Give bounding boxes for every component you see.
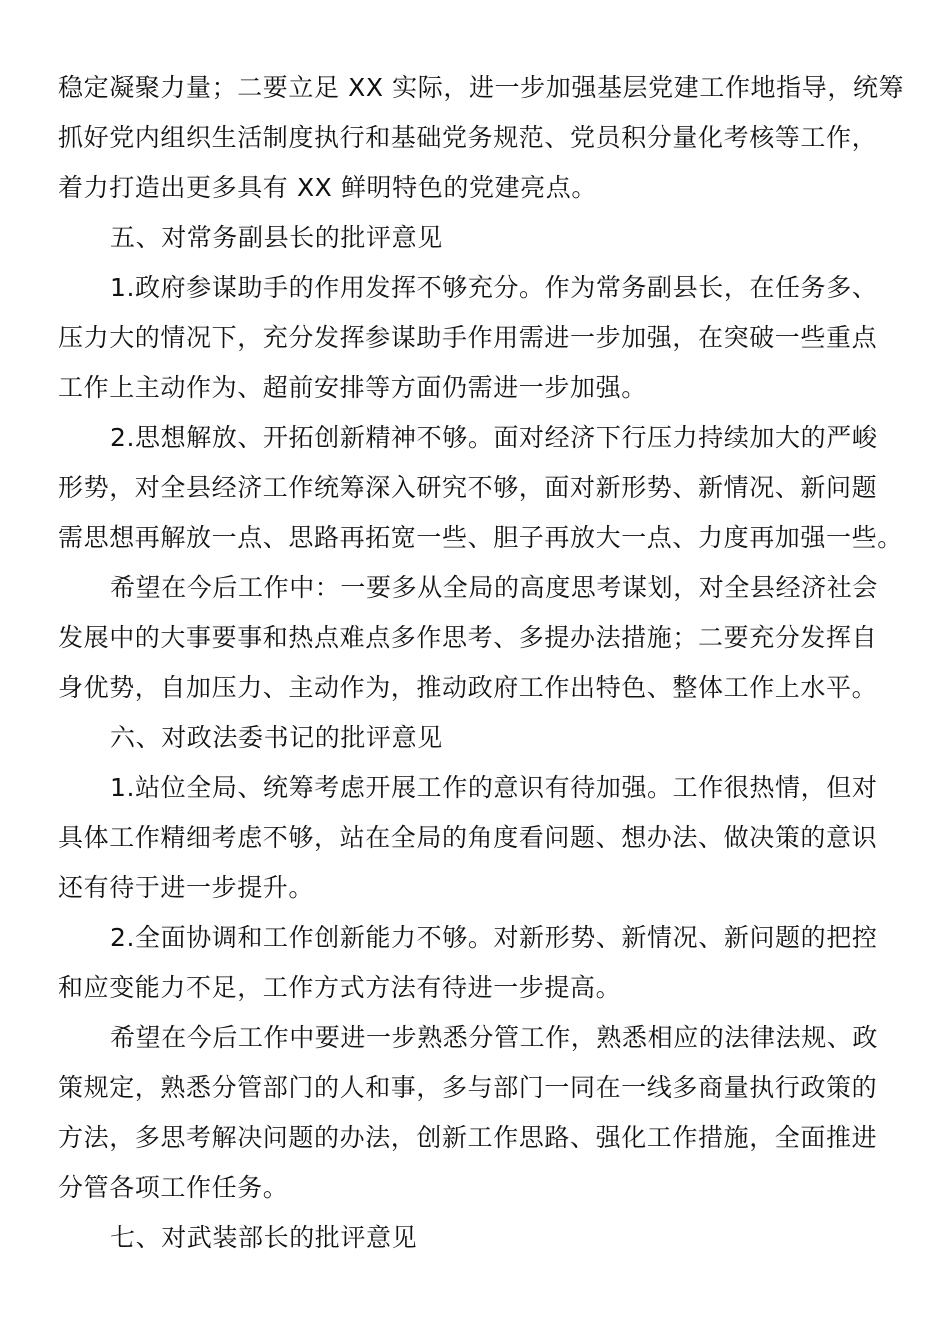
text-line: 2.全面协调和工作创新能力不够。对新形势、新情况、新问题的把控: [110, 923, 878, 952]
text-line: 具体工作精细考虑不够，站在全局的角度看问题、想办法、做决策的意识: [58, 823, 878, 852]
section-heading-7: 七、对武装部长的批评意见: [110, 1223, 418, 1252]
text-line: 抓好党内组织生活制度执行和基础党务规范、党员积分量化考核等工作，: [58, 123, 878, 152]
text-line: 压力大的情况下，充分发挥参谋助手作用需进一步加强，在突破一些重点: [58, 323, 878, 352]
text-line: 还有待于进一步提升。: [58, 873, 315, 902]
text-line: 着力打造出更多具有 XX 鲜明特色的党建亮点。: [58, 173, 597, 202]
text-line: 策规定，熟悉分管部门的人和事，多与部门一同在一线多商量执行政策的: [58, 1073, 878, 1102]
text-line: 形势，对全县经济工作统筹深入研究不够，面对新形势、新情况、新问题: [58, 473, 878, 502]
text-line: 身优势，自加压力、主动作为，推动政府工作出特色、整体工作上水平。: [58, 673, 878, 702]
text-line: 发展中的大事要事和热点难点多作思考、多提办法措施；二要充分发挥自: [58, 623, 878, 652]
text-line: 需思想再解放一点、思路再拓宽一些、胆子再放大一点、力度再加强一些。: [58, 523, 903, 552]
text-line: 希望在今后工作中：一要多从全局的高度思考谋划，对全县经济社会: [110, 573, 879, 602]
text-line: 2.思想解放、开拓创新精神不够。面对经济下行压力持续加大的严峻: [110, 423, 878, 452]
document-body: [58, 63, 905, 1263]
text-line: 方法，多思考解决问题的办法，创新工作思路、强化工作措施，全面推进: [58, 1123, 878, 1152]
section-heading-5: 五、对常务副县长的批评意见: [110, 223, 443, 252]
text-line: 希望在今后工作中要进一步熟悉分管工作，熟悉相应的法律法规、政: [110, 1023, 879, 1052]
text-line: 1.站位全局、统筹考虑开展工作的意识有待加强。工作很热情，但对: [110, 773, 878, 802]
section-heading-6: 六、对政法委书记的批评意见: [110, 723, 443, 752]
text-line: 稳定凝聚力量；二要立足 XX 实际，进一步加强基层党建工作地指导，统筹: [58, 73, 905, 102]
text-line: 工作上主动作为、超前安排等方面仍需进一步加强。: [58, 373, 647, 402]
text-line: 分管各项工作任务。: [58, 1173, 289, 1202]
text-line: 和应变能力不足，工作方式方法有待进一步提高。: [58, 973, 622, 1002]
text-line: 1.政府参谋助手的作用发挥不够充分。作为常务副县长，在任务多、: [110, 273, 878, 302]
